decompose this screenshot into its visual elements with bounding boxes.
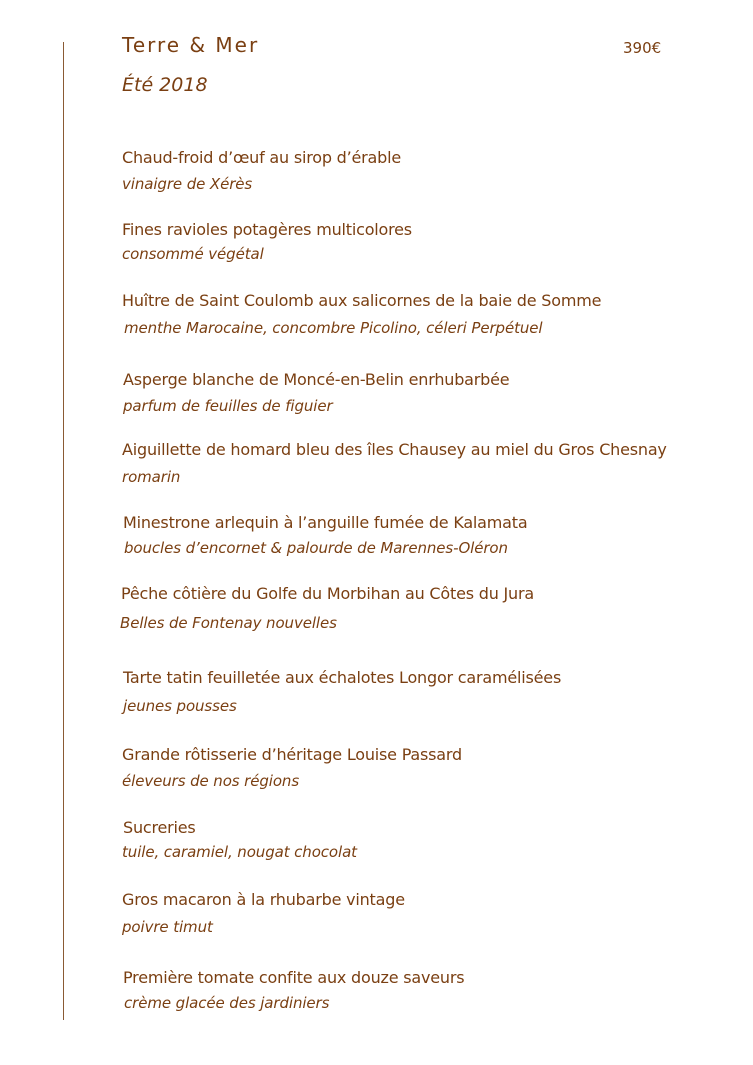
dish-name: Pêche côtière du Golfe du Morbihan au Côtes du Jura (121, 584, 534, 603)
left-margin-rule (63, 42, 64, 1020)
dish-name: Huître de Saint Coulomb aux salicornes de la baie de Somme (122, 291, 602, 310)
dish-name: Asperge blanche de Moncé-en-Belin enrhubarbée (123, 370, 510, 389)
dish-description: parfum de feuilles de figuier (123, 397, 333, 415)
dish-description: romarin (122, 468, 181, 486)
dish-name: Gros macaron à la rhubarbe vintage (122, 890, 405, 909)
dish-name: Chaud-froid d’œuf au sirop d’érable (122, 148, 401, 167)
dish-description: poivre timut (122, 918, 213, 936)
dish-description: menthe Marocaine, concombre Picolino, céleri Perpétuel (124, 319, 543, 337)
dish-description: éleveurs de nos régions (122, 772, 300, 790)
dish-description: consommé végétal (122, 245, 264, 263)
dish-name: Tarte tatin feuilletée aux échalotes Longor caramélisées (123, 668, 562, 687)
dish-name: Sucreries (123, 818, 196, 837)
dish-name: Première tomate confite aux douze saveurs (123, 968, 465, 987)
menu-season: Été 2018 (122, 74, 208, 96)
menu-price: 390€ (623, 39, 662, 57)
dish-description: boucles d’encornet & palourde de Marennes-Oléron (124, 539, 508, 557)
dish-name: Minestrone arlequin à l’anguille fumée de Kalamata (123, 513, 528, 532)
menu-title: Terre & Mer (122, 33, 260, 57)
dish-name: Aiguillette de homard bleu des îles Chausey au miel du Gros Chesnay (122, 440, 667, 459)
dish-description: crème glacée des jardiniers (124, 994, 330, 1012)
dish-description: Belles de Fontenay nouvelles (120, 614, 337, 632)
dish-name: Fines ravioles potagères multicolores (122, 220, 412, 239)
dish-description: jeunes pousses (123, 697, 237, 715)
dish-description: vinaigre de Xérès (122, 175, 253, 193)
dish-description: tuile, caramiel, nougat chocolat (122, 843, 357, 861)
dish-name: Grande rôtisserie d’héritage Louise Passard (122, 745, 462, 764)
